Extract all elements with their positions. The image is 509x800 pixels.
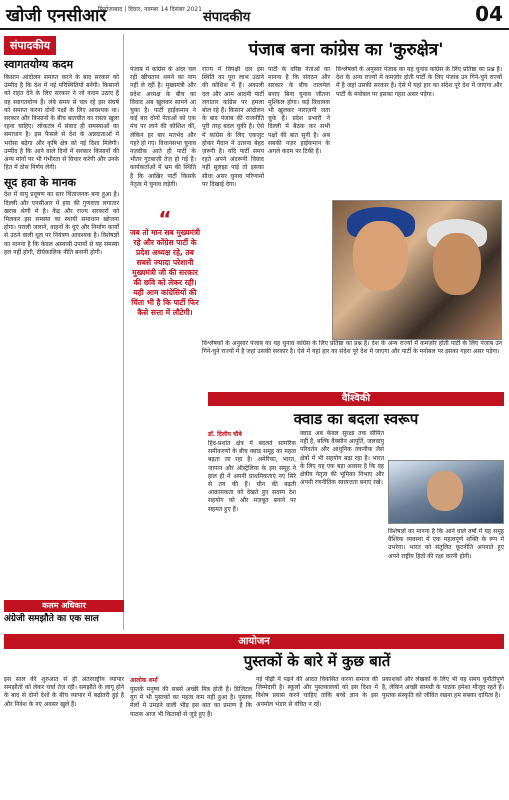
masthead: [0, 0, 509, 30]
column-headline: अंग्रेजी समझौते का एक साल: [4, 614, 99, 624]
section-title: संपादकीय: [203, 10, 251, 25]
editorial-body: किसान आंदोलन समाप्त करने के बाद सरकार को उम्मीद है कि देश में नई परिस्थितियों बनेंगी। किसानों को राहत देने के लिए सरकार ने जो कदम उठाए हैं वह स्वागतयोग्य हैं। लंबे समय से चल रहे इस संघर्ष को समाप्त करना दोनों पक्षों के लिए आवश्यक था। सरकार और किसानों के बीच बातचीत का रास्ता खुला रहना चाहिए। लोकतंत्र में संवाद ही समस्याओं का समाधान है। इस फैसले से देश के अन्नदाताओं में भरोसा बढ़ेगा और कृषि क्षेत्र को नई दिशा मिलेगी। उम्मीद है कि आने वाले दिनों में सरकार किसानों की अन्य मांगों पर भी गंभीरता से विचार करेगी और उनके हित में ठोस निर्णय लेगी।: [4, 74, 119, 172]
page-number: 04: [475, 2, 503, 26]
editorial-title: स्वागतयोग्य कदम: [4, 58, 74, 71]
event-column-1: [130, 676, 252, 796]
event-section-bar: आयोजन: [4, 634, 504, 649]
column-body: इस साल की शुरुआत से ही अंतरराष्ट्रीय व्यापार समझौतों को लेकर चर्चा तेज़ रही। समझौते के लागू होने के बाद से दोनों देशों के बीच व्यापार में बढ़ोतरी हुई है और निवेश के नए अवसर खुले हैं।: [4, 676, 124, 708]
event-column-1-text: पुस्तकें मनुष्य की सबसे अच्छी मित्र होती हैं। डिजिटल युग में भी पुस्तकों का महत्व कम नहीं हुआ है। पुस्तक मेलों में उमड़ने वाली भीड़ इस बात का प्रमाण है कि पाठक आज भी किताबों से जुड़े हुए हैं।: [130, 686, 252, 718]
event-column-2: नई पीढ़ी में पढ़ने की आदत विकसित करना समाज की ज़िम्मेदारी है। स्कूलों और पुस्तकालयों को इस दिशा में विशेष प्रयास करने चाहिए ताकि बच्चे ज्ञान के इस अनमोल भंडार से वंचित न रहें।: [256, 676, 378, 708]
leader-photo: [388, 460, 504, 524]
world-headline: क्वाड का बदला स्वरूप: [293, 410, 419, 428]
edition-info: फ़िरोज़ाबाद | दिवार, नवम्बर 14 दिसंबर 2021: [98, 6, 202, 13]
event-column-3: प्रकाशकों और लेखकों के लिए भी यह समय चुनौतीपूर्ण है, लेकिन अच्छी सामग्री के पाठक हमेशा मौजूद रहते हैं। पुस्तक संस्कृति को जीवित रखना हम सबका दायित्व है।: [382, 676, 504, 700]
politicians-photo: [332, 200, 502, 340]
world-column-1: हिंद-प्रशांत क्षेत्र में बदलते सामरिक समीकरणों के बीच क्वाड समूह का महत्व बढ़ता जा रहा है। अमेरिका, भारत, जापान और ऑस्ट्रेलिया के इस समूह ने हाल ही में अपनी प्राथमिकताएं नए सिरे से तय की हैं। चीन की बढ़ती आक्रामकता को देखते हुए सदस्य देश सहयोग को और मज़बूत बनाने पर सहमत हुए हैं।: [208, 440, 296, 513]
editorial-badge: संपादकीय: [4, 36, 56, 55]
main-column-1: पंजाब में कांग्रेस के अंदर चल रही खींचतान थमने का नाम नहीं ले रही है। मुख्यमंत्री और प्रदेश अध्यक्ष के बीच का विवाद अब खुलकर सामने आ चुका है। पार्टी हाईकमान ने कई बार दोनों नेताओं को एक मंच पर लाने की कोशिश की, लेकिन हर बार मतभेद और गहरे हो गए। विधानसभा चुनाव नज़दीक आते ही पार्टी के भीतर गुटबाज़ी तेज़ हो गई है। कार्यकर्ताओं में भ्रम की स्थिति है कि आखिर पार्टी किसके नेतृत्व में चुनाव लड़ेगी।: [130, 66, 196, 188]
world-column-3: विशेषज्ञों का मानना है कि आने वाले वर्षों में यह समूह वैश्विक व्यवस्था में एक महत्वपूर्ण शक्ति के रूप में उभरेगा। भारत को संतुलित कूटनीति अपनाते हुए अपने राष्ट्रीय हितों की रक्षा करनी होगी।: [388, 528, 504, 560]
main-column-2: राज्य में विपक्षी दल इस स्थिति का पूरा लाभ उठाने की कोशिश में हैं। अकाली दल और आम आदमी पार्टी लगातार कांग्रेस पर हमला बोल रहे हैं। किसान आंदोलन के बाद पंजाब की राजनीति पूरी तरह बदल चुकी है। ऐसे में कांग्रेस के लिए एकजुट होकर मैदान में उतरना बेहद ज़रूरी है। यदि पार्टी समय रहते अपने अंदरूनी विवाद नहीं सुलझा पाई तो इसका सीधा असर चुनाव परिणामों पर दिखाई देगा।: [202, 66, 264, 188]
world-column-2: क्वाड अब केवल सुरक्षा तक सीमित नहीं है, बल्कि वैक्सीन आपूर्ति, जलवायु परिवर्तन और आधुनिक तकनीक जैसे क्षेत्रों में भी सहयोग बढ़ा रहा है। भारत के लिए यह एक बड़ा अवसर है कि वह क्षेत्रीय नेतृत्व की भूमिका निभाए और अपनी रणनीतिक स्वायत्तता बनाए रखे।: [300, 430, 384, 487]
main-column-4: विश्लेषकों के अनुसार पंजाब का यह चुनाव कांग्रेस के लिए प्रतिष्ठा का प्रश्न है। देश के अन्य राज्यों में कमज़ोर होती पार्टी के लिए पंजाब उन गिने-चुने राज्यों में है जहां उसकी सरकार है। ऐसे में यहां हार का संदेश पूरे देश में जाएगा और पार्टी के मनोबल पर इसका गहरा असर पड़ेगा।: [336, 66, 502, 98]
quote-mark-icon: “: [158, 210, 172, 231]
column-section-bar: कलम अधिकार: [4, 600, 124, 612]
world-section-bar: वैश्विकी: [208, 392, 504, 406]
pull-quote: [129, 210, 201, 420]
face-shape: [353, 221, 408, 291]
newspaper-logo: खोजी एनसीआर: [6, 6, 107, 26]
pull-quote-text: जब तो मान सब मुख्यमंत्री रहे और कोंग्रेस पार्टी के प्रदेश अध्यक्ष रहे, तब सबसे ज्यादा परेशानी मुख्यमंत्री जी की सरकार की छवि को लेकर रही। यही आम कांग्रेसियों की चिंता भी है कि पार्टी फिर कैसे सत्ता में लौटेगी।: [129, 228, 201, 317]
mini-article-title: सूद हवा के मानक: [4, 176, 76, 190]
face-shape: [427, 471, 463, 511]
mini-article-body: देश में वायु प्रदूषण का स्तर चिंताजनक बना हुआ है। दिल्ली और एनसीआर में हवा की गुणवत्ता लगातार खराब श्रेणी में है। केंद्र और राज्य सरकारों को मिलकर इस समस्या का स्थायी समाधान खोजना होगा। पराली जलाने, वाहनों के धुएं और निर्माण कार्यों से उठने वाली धूल पर नियंत्रण आवश्यक है। विशेषज्ञों का मानना है कि केवल अस्थायी उपायों से यह समस्या हल नहीं होगी, दीर्घकालिक नीति बनानी होगी।: [4, 191, 119, 256]
main-column-3: पार्टी के वरिष्ठ नेताओं का मानना है कि संगठन और सरकार के बीच तालमेल बनाए बिना चुनाव जीतना मुश्किल होगा। कई विधायक भी खुलकर नाराज़गी जता चुके हैं। प्रदेश प्रभारी ने दिल्ली में बैठक कर सभी पक्षों की बात सुनी है। अब सबकी नज़र हाईकमान के अगले कदम पर टिकी है।: [268, 66, 330, 156]
main-continuation: विश्लेषकों के अनुसार पंजाब का यह चुनाव कांग्रेस के लिए प्रतिष्ठा का प्रश्न है। देश के अन्य राज्यों में कमज़ोर होती पार्टी के लिए पंजाब उन गिने-चुने राज्यों में है जहां उसकी सरकार है। ऐसे में यहां हार का संदेश पूरे देश में जाएगा और पार्टी के मनोबल पर इसका गहरा असर पड़ेगा।: [202, 340, 502, 356]
main-headline: पंजाब बना कांग्रेस का 'कुरुक्षेत्र': [248, 40, 444, 60]
editorial-column: [4, 34, 124, 630]
world-author: डॉ. दिलीप चौबे: [208, 431, 242, 438]
event-headline: पुस्तकों के बारे में कुछ बातें: [243, 652, 391, 670]
face-shape: [433, 233, 481, 295]
event-author: आलोक शर्मा: [130, 677, 158, 684]
